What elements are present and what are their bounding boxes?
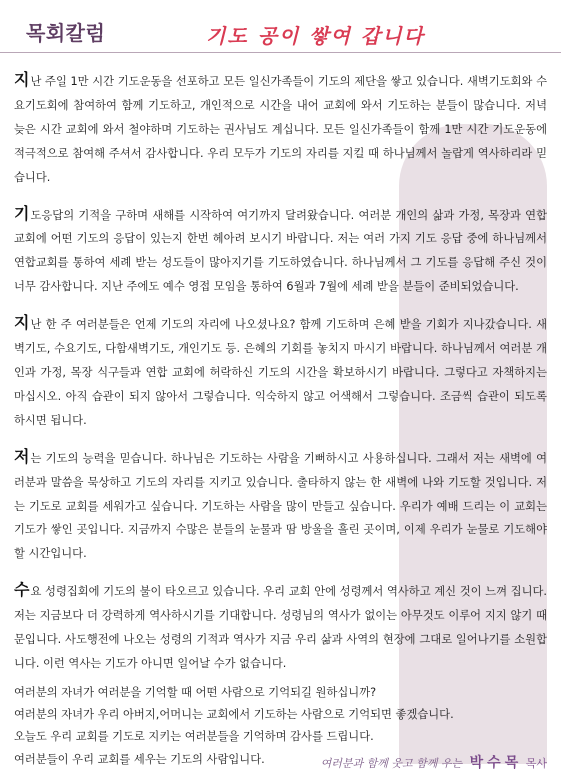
author-honorific: 목사 bbox=[525, 757, 547, 770]
paragraph-text: 는 기도의 능력을 믿습니다. 하나님은 기도하는 사람을 기뻐하시고 사용하십니다. 그래서 저는 새벽에 여러분과 말씀을 묵상하고 기도의 자리를 지키고 있습니다. 출타하지 않는 한 새벽에 나와 기도할 것입니다. 저는 기도로 교회를 세워가고 싶습니다. 기도하는 사람을 많이 만들고 싶습니다. 우리가 예배 드리는 이 교회는 기도가 쌓인 곳입니다. 지금까지 수많은 분들의 눈물과 땀 방울을 흘린 곳이며, 이제 우리가 눈물로 기도해야 할 시간입니다. bbox=[14, 451, 547, 561]
paragraph-text: 도응답의 기적을 구하며 새해를 시작하여 여기까지 달려왔습니다. 여러분 개인의 삶과 가정, 목장과 연합 교회에 어떤 기도의 응답이 있는지 한번 헤아려 보시기 바랍니다. 저는 여러 가지 기도 응답 중에 하나님께서 연합교회를 통하여 세례 받는 성도들이 많아지기를 기도하였습니다. 하나님께서 그 기도를 응답해 주신 것이 너무 감사합니다. 지난 주에도 예수 영접 모임을 통하여 6월과 7월에 세례 받을 분들이 준비되었습니다. bbox=[14, 208, 547, 294]
author-name: 박수목 bbox=[469, 755, 523, 771]
column-title: 기도 공이 쌓여 갑니다 bbox=[206, 24, 425, 48]
paragraph-initial: 지 bbox=[14, 313, 30, 333]
paragraph-text: 난 주일 1만 시간 기도운동을 선포하고 모든 일신가족들이 기도의 제단을 쌓고 있습니다. 새벽기도회와 수요기도회에 참여하여 함께 기도하고, 개인적으로 시간을 내어 교회에 와서 기도하는 분들이 많습니다. 저녁 늦은 시간 교회에 와서 철야하며 기도하는 권사님도 계십니다. 모든 일신가족들이 함께 1만 시간 기도운동에 적극적으로 참여해 주셔서 감사합니다. 우리 모두가 기도의 자리를 지킬 때 하나님께서 놀랍게 역사하리라 믿습니다. bbox=[14, 75, 547, 184]
paragraph-5 bbox=[14, 578, 547, 676]
column-header bbox=[0, 0, 561, 52]
paragraph-initial: 저 bbox=[14, 446, 30, 466]
closing-line: 여러분들이 우리 교회를 세우는 기도의 사람입니다. bbox=[14, 752, 265, 766]
signature-prefix: 여러분과 함께 웃고 함께 우는 bbox=[320, 757, 463, 770]
paragraph-1 bbox=[14, 68, 547, 190]
header-divider bbox=[0, 52, 561, 53]
paragraph-3 bbox=[14, 311, 547, 433]
column-label: 목회칼럼 bbox=[26, 21, 106, 45]
paragraph-4 bbox=[14, 445, 547, 567]
paragraph-text: 난 한 주 여러분들은 언제 기도의 자리에 나오셨나요? 함께 기도하며 은혜 받을 기회가 지나갔습니다. 새벽기도, 수요기도, 다함새벽기도, 개인기도 등. 은혜의 기회를 놓치지 마시기 바랍니다. 하나님께서 여러분 개인과 가정, 목장 식구들과 연합 교회에 허락하신 기도의 시간을 확보하시기 바랍니다. 그렇다고 자책하지는 마십시오. 아직 습관이 되지 않아서 그렇습니다. 익숙하지 않고 어색해서 그렇습니다. 조금씩 습관이 되도록 하시면 됩니다. bbox=[14, 318, 547, 427]
paragraph-initial: 기 bbox=[14, 203, 30, 223]
author-signature bbox=[321, 752, 547, 772]
closing-line: 오늘도 우리 교회를 기도로 지키는 여러분들을 기억하며 감사를 드립니다. bbox=[14, 730, 374, 744]
closing-line: 여러분의 자녀가 여러분을 기억할 때 어떤 사람으로 기억되길 원하십니까? bbox=[14, 685, 377, 699]
closing-line: 여러분의 자녀가 우리 아버지,어머니는 교회에서 기도하는 사람으로 기억되면 좋겠습니다. bbox=[14, 708, 454, 722]
paragraph-initial: 지 bbox=[14, 70, 30, 89]
column-body bbox=[14, 68, 547, 771]
paragraph-2 bbox=[14, 202, 547, 300]
paragraph-initial: 수 bbox=[14, 580, 30, 600]
paragraph-text: 요 성령집회에 기도의 불이 타오르고 있습니다. 우리 교회 안에 성령께서 역사하고 계신 것이 느껴 집니다. 저는 지금보다 더 강력하게 역사하시기를 기대합니다. 성령님의 역사가 없이는 아무것도 이루어 지지 않기 때문입니다. 사도행전에 나오는 성령의 기적과 역사가 지금 우리 삶과 사역의 현장에 그대로 일어나기를 소원합니다. 이런 역사는 기도가 아니면 일어날 수가 없습니다. bbox=[14, 585, 547, 670]
